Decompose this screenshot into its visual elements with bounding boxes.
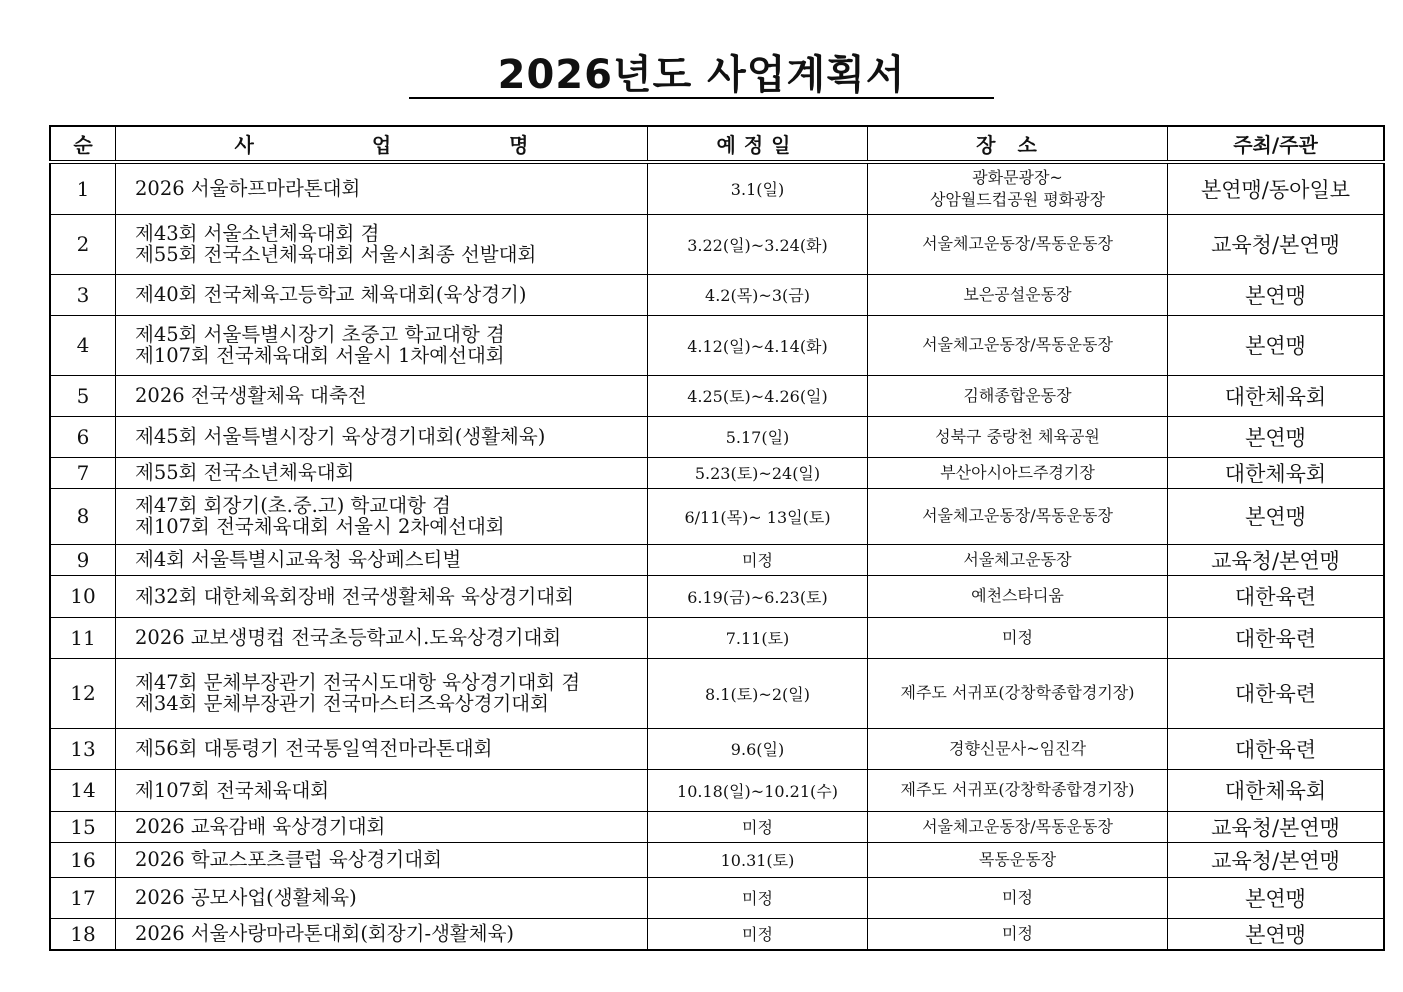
- cell-place-line: 성북구 중랑천 체육공원: [935, 426, 1100, 446]
- cell-host: 본연맹: [1168, 877, 1385, 918]
- cell-place: [868, 877, 1168, 918]
- table-header-row: [50, 126, 1384, 162]
- cell-name-line: 2026 학교스포츠클럽 육상경기대회: [135, 848, 442, 871]
- cell-date: 4.12(일)~4.14(화): [648, 315, 868, 375]
- cell-name: [116, 274, 648, 315]
- cell-no: 16: [50, 842, 116, 877]
- cell-no: 5: [50, 375, 116, 416]
- cell-name-line: 제47회 문체부장관기 전국시도대항 육상경기대회 겸: [135, 671, 581, 694]
- cell-host: 본연맹: [1168, 918, 1385, 950]
- cell-place-line: 광화문광장~: [972, 167, 1063, 187]
- cell-host: 대한체육회: [1168, 457, 1385, 488]
- cell-no: 6: [50, 416, 116, 457]
- cell-place: [868, 488, 1168, 544]
- cell-no: 15: [50, 811, 116, 842]
- cell-host: 본연맹/동아일보: [1168, 162, 1385, 214]
- cell-name: [116, 575, 648, 617]
- cell-no: 7: [50, 457, 116, 488]
- cell-place: [868, 658, 1168, 728]
- cell-place-line: 서울체고운동장/목동운동장: [922, 335, 1113, 354]
- cell-name: [116, 769, 648, 811]
- cell-place-line: 서울체고운동장/목동운동장: [922, 506, 1113, 525]
- cell-place: [868, 617, 1168, 658]
- cell-host: 대한체육회: [1168, 769, 1385, 811]
- cell-place: [868, 728, 1168, 769]
- cell-name: [116, 811, 648, 842]
- cell-no: 18: [50, 918, 116, 950]
- cell-place-line: 서울체고운동장: [963, 549, 1072, 569]
- cell-place-line: 상암월드컵공원 평화광장: [929, 189, 1106, 209]
- header-name-label: 사업명: [234, 133, 647, 157]
- cell-date: 3.1(일): [648, 162, 868, 214]
- cell-host: 대한체육회: [1168, 375, 1385, 416]
- cell-no: 3: [50, 274, 116, 315]
- cell-date: 4.25(토)~4.26(일): [648, 375, 868, 416]
- cell-name: [116, 416, 648, 457]
- table-row: [50, 811, 1384, 842]
- cell-date: 8.1(토)~2(일): [648, 658, 868, 728]
- cell-name: [116, 877, 648, 918]
- cell-name-line: 2026 공모사업(생활체육): [135, 886, 357, 909]
- cell-place: [868, 842, 1168, 877]
- header-date-label: 예정일: [716, 133, 799, 157]
- cell-place-line: 미정: [1002, 923, 1033, 943]
- header-place: [868, 126, 1168, 162]
- cell-name-line: 제40회 전국체육고등학교 체육대회(육상경기): [135, 283, 527, 306]
- cell-place-line: 제주도 서귀포(강창학종합경기장): [900, 683, 1135, 702]
- business-plan-table: [49, 125, 1385, 951]
- cell-name: [116, 617, 648, 658]
- cell-place-line: 경향신문사~임진각: [948, 738, 1087, 758]
- cell-name-line: 2026 교보생명컵 전국초등학교시.도육상경기대회: [135, 626, 562, 649]
- table-row: [50, 375, 1384, 416]
- cell-place: [868, 274, 1168, 315]
- cell-date: 9.6(일): [648, 728, 868, 769]
- cell-place-line: 미정: [1002, 887, 1033, 907]
- cell-name: [116, 214, 648, 274]
- cell-place: [868, 214, 1168, 274]
- cell-host: 교육청/본연맹: [1168, 842, 1385, 877]
- cell-name-line: 2026 교육감배 육상경기대회: [135, 815, 386, 838]
- cell-place-line: 보은공설운동장: [963, 284, 1072, 304]
- cell-name: [116, 315, 648, 375]
- cell-name: [116, 728, 648, 769]
- cell-date: 4.2(목)~3(금): [648, 274, 868, 315]
- table-row: [50, 457, 1384, 488]
- cell-host: 대한육련: [1168, 617, 1385, 658]
- cell-place-line: 미정: [1002, 627, 1033, 647]
- table-row: [50, 575, 1384, 617]
- cell-date: 3.22(일)~3.24(화): [648, 214, 868, 274]
- header-host: 주최/주관: [1168, 126, 1385, 162]
- cell-name-line: 2026 전국생활체육 대축전: [135, 384, 367, 407]
- cell-date: 5.17(일): [648, 416, 868, 457]
- cell-date: 10.31(토): [648, 842, 868, 877]
- table-body: [50, 162, 1384, 950]
- cell-name-line: 제45회 서울특별시장기 초중고 학교대항 겸: [135, 323, 505, 346]
- table-row: [50, 617, 1384, 658]
- cell-name-line: 제45회 서울특별시장기 육상경기대회(생활체육): [135, 425, 546, 448]
- cell-place-line: 서울체고운동장/목동운동장: [922, 816, 1113, 836]
- cell-no: 2: [50, 214, 116, 274]
- cell-place: [868, 769, 1168, 811]
- cell-no: 14: [50, 769, 116, 811]
- cell-no: 12: [50, 658, 116, 728]
- table-row: [50, 918, 1384, 950]
- table-row: [50, 842, 1384, 877]
- cell-place: [868, 375, 1168, 416]
- cell-date: 미정: [648, 811, 868, 842]
- table-row: [50, 877, 1384, 918]
- cell-date: 미정: [648, 544, 868, 575]
- cell-host: 교육청/본연맹: [1168, 214, 1385, 274]
- cell-date: 미정: [648, 918, 868, 950]
- cell-place: [868, 575, 1168, 617]
- table-row: [50, 488, 1384, 544]
- header-name: [116, 126, 648, 162]
- cell-host: 교육청/본연맹: [1168, 811, 1385, 842]
- cell-date: 6/11(목)~ 13일(토): [648, 488, 868, 544]
- cell-place: [868, 416, 1168, 457]
- cell-place-line: 제주도 서귀포(강창학종합경기장): [900, 780, 1135, 799]
- table-row: [50, 658, 1384, 728]
- cell-name-line: 제107회 전국체육대회: [135, 778, 330, 802]
- cell-name-line: 2026 서울하프마라톤대회: [135, 177, 361, 201]
- cell-name-line: 제56회 대통령기 전국통일역전마라톤대회: [135, 737, 493, 760]
- cell-place: [868, 918, 1168, 950]
- table-row: [50, 416, 1384, 457]
- cell-host: 교육청/본연맹: [1168, 544, 1385, 575]
- cell-name: [116, 488, 648, 544]
- cell-place: [868, 162, 1168, 214]
- table-row: [50, 769, 1384, 811]
- cell-name-line: 제55회 전국소년체육대회: [135, 461, 355, 484]
- cell-name: [116, 375, 648, 416]
- cell-place-line: 부산아시아드주경기장: [940, 462, 1095, 482]
- cell-place-line: 서울체고운동장/목동운동장: [922, 234, 1113, 253]
- cell-place-line: 김해종합운동장: [963, 385, 1072, 405]
- cell-no: 4: [50, 315, 116, 375]
- table-row: [50, 544, 1384, 575]
- cell-no: 8: [50, 488, 116, 544]
- cell-name-line: 제107회 전국체육대회 서울시 1차예선대회: [135, 344, 505, 367]
- cell-name-line: 2026 서울사랑마라톤대회(회장기-생활체육): [135, 922, 515, 945]
- cell-date: 10.18(일)~10.21(수): [648, 769, 868, 811]
- cell-no: 13: [50, 728, 116, 769]
- cell-place: [868, 811, 1168, 842]
- cell-host: 대한육련: [1168, 575, 1385, 617]
- cell-place: [868, 457, 1168, 488]
- cell-date: 미정: [648, 877, 868, 918]
- header-no: 순: [50, 126, 116, 162]
- cell-host: 대한육련: [1168, 728, 1385, 769]
- cell-name: [116, 658, 648, 728]
- cell-name: [116, 544, 648, 575]
- table-row: [50, 728, 1384, 769]
- cell-no: 17: [50, 877, 116, 918]
- cell-no: 11: [50, 617, 116, 658]
- cell-host: 본연맹: [1168, 274, 1385, 315]
- cell-no: 1: [50, 162, 116, 214]
- cell-host: 대한육련: [1168, 658, 1385, 728]
- page-title: 2026년도 사업계획서: [497, 52, 906, 98]
- cell-name-line: 제55회 전국소년체육대회 서울시최종 선발대회: [135, 243, 537, 266]
- table-row: [50, 274, 1384, 315]
- cell-name: [116, 457, 648, 488]
- table-row: [50, 162, 1384, 214]
- cell-place-line: 목동운동장: [978, 849, 1057, 869]
- cell-no: 10: [50, 575, 116, 617]
- cell-place: [868, 544, 1168, 575]
- title-underline: [409, 97, 994, 99]
- cell-name-line: 제107회 전국체육대회 서울시 2차예선대회: [135, 515, 505, 538]
- table-row: [50, 315, 1384, 375]
- cell-name: [116, 918, 648, 950]
- cell-name: [116, 842, 648, 877]
- cell-name-line: 제4회 서울특별시교육청 육상페스티벌: [135, 548, 462, 571]
- header-place-label: 장소: [976, 133, 1059, 157]
- cell-name-line: 제43회 서울소년체육대회 겸: [135, 222, 380, 245]
- cell-no: 9: [50, 544, 116, 575]
- header-date: [648, 126, 868, 162]
- cell-name-line: 제32회 대한체육회장배 전국생활체육 육상경기대회: [135, 584, 574, 608]
- cell-place-line: 예천스타디움: [971, 586, 1064, 605]
- table-row: [50, 214, 1384, 274]
- cell-host: 본연맹: [1168, 315, 1385, 375]
- cell-name-line: 제34회 문체부장관기 전국마스터즈육상경기대회: [135, 692, 549, 715]
- cell-name: [116, 162, 648, 214]
- cell-date: 5.23(토)~24(일): [648, 457, 868, 488]
- cell-host: 본연맹: [1168, 488, 1385, 544]
- cell-host: 본연맹: [1168, 416, 1385, 457]
- cell-date: 7.11(토): [648, 617, 868, 658]
- cell-place: [868, 315, 1168, 375]
- cell-name-line: 제47회 회장기(초.중.고) 학교대항 겸: [135, 494, 451, 517]
- cell-date: 6.19(금)~6.23(토): [648, 575, 868, 617]
